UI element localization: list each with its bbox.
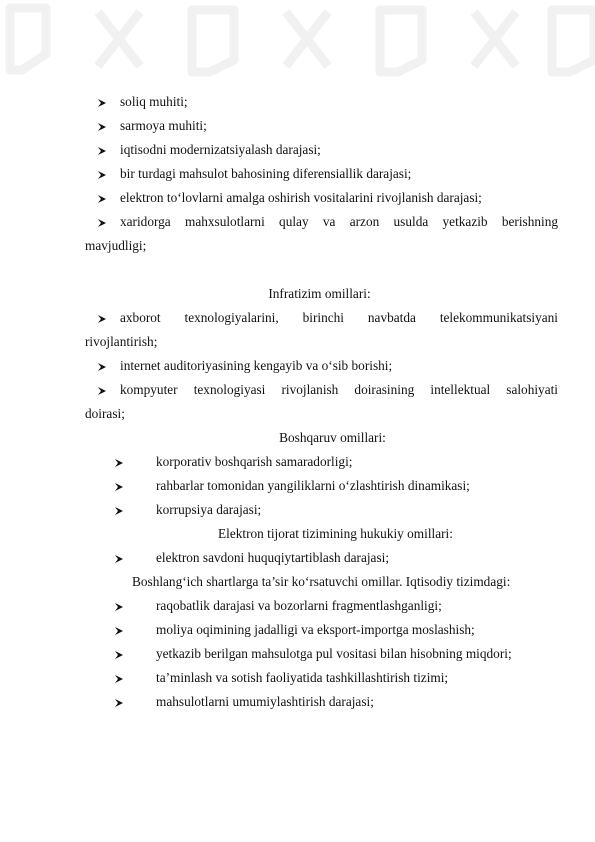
arrowhead-bullet-icon [97,386,107,396]
arrowhead-bullet-icon [114,458,124,468]
list-item: elektron savdoni huquqiytartiblash darajasi; [156,550,390,565]
list-item: ta’minlash va sotish faoliyatida tashkillashtirish tizimi; [156,670,449,685]
arrowhead-bullet-icon [97,122,107,132]
list-item: korrupsiya darajasi; [156,502,262,517]
list-item: bir turdagi mahsulot bahosining diferensiallik darajasi; [120,166,412,181]
list-item: moliya oqimining jadalligi va eksport-importga moslashish; [156,622,475,637]
list-item: internet auditoriyasining kengayib va o‘sib borishi; [120,358,393,373]
arrowhead-bullet-icon [97,218,107,228]
arrowhead-bullet-icon [114,650,124,660]
list-item: elektron to‘lovlarni amalga oshirish vositalarini rivojlanish darajasi; [120,190,482,205]
arrowhead-bullet-icon [97,170,107,180]
arrowhead-bullet-icon [97,314,107,324]
list-item: yetkazib berilgan mahsulotga pul vositasi bilan hisobning miqdori; [156,646,512,661]
list-item-continuation: mavjudligi; [85,238,147,253]
list-item: sarmoya muhiti; [120,118,207,133]
list-item: mahsulotlarni umumiylashtirish darajasi; [156,694,374,709]
list-item: korporativ boshqarish samaradorligi; [156,454,353,469]
section-heading-economic: Boshlang‘ich shartlarga ta’sir ko‘rsatuvchi omillar. Iqtisodiy tizimdagi: [132,574,511,589]
arrowhead-bullet-icon [97,194,107,204]
section-heading-management: Boshqaruv omillari: [279,430,386,445]
list-item: iqtisodni modernizatsiyalash darajasi; [120,142,321,157]
arrowhead-bullet-icon [114,602,124,612]
arrowhead-bullet-icon [97,146,107,156]
arrowhead-bullet-icon [114,506,124,516]
section-heading-infra: Infratizim omillari: [268,286,371,301]
list-item-continuation: rivojlantirish; [85,334,158,349]
list-item: soliq muhiti; [120,94,188,109]
list-item-justified: axborot texnologiyalarini, birinchi navbatda telekommunikatsiyani [120,310,558,325]
list-item-justified: xaridorga mahxsulotlarni qulay va arzon usulda yetkazib berishning [120,214,558,229]
arrowhead-bullet-icon [114,698,124,708]
arrowhead-bullet-icon [114,554,124,564]
list-item: raqobatlik darajasi va bozorlarni fragmentlashganligi; [156,598,442,613]
arrowhead-bullet-icon [97,98,107,108]
arrowhead-bullet-icon [114,674,124,684]
list-item: rahbarlar tomonidan yangiliklarni o‘zlashtirish dinamikasi; [156,478,470,493]
arrowhead-bullet-icon [97,362,107,372]
list-item-continuation: doirasi; [85,406,125,421]
section-heading-legal: Elektron tijorat tizimining hukukiy omillari: [218,526,453,541]
list-item-justified: kompyuter texnologiyasi rivojlanish doirasining intellektual salohiyati [120,382,558,397]
arrowhead-bullet-icon [114,482,124,492]
arrowhead-bullet-icon [114,626,124,636]
